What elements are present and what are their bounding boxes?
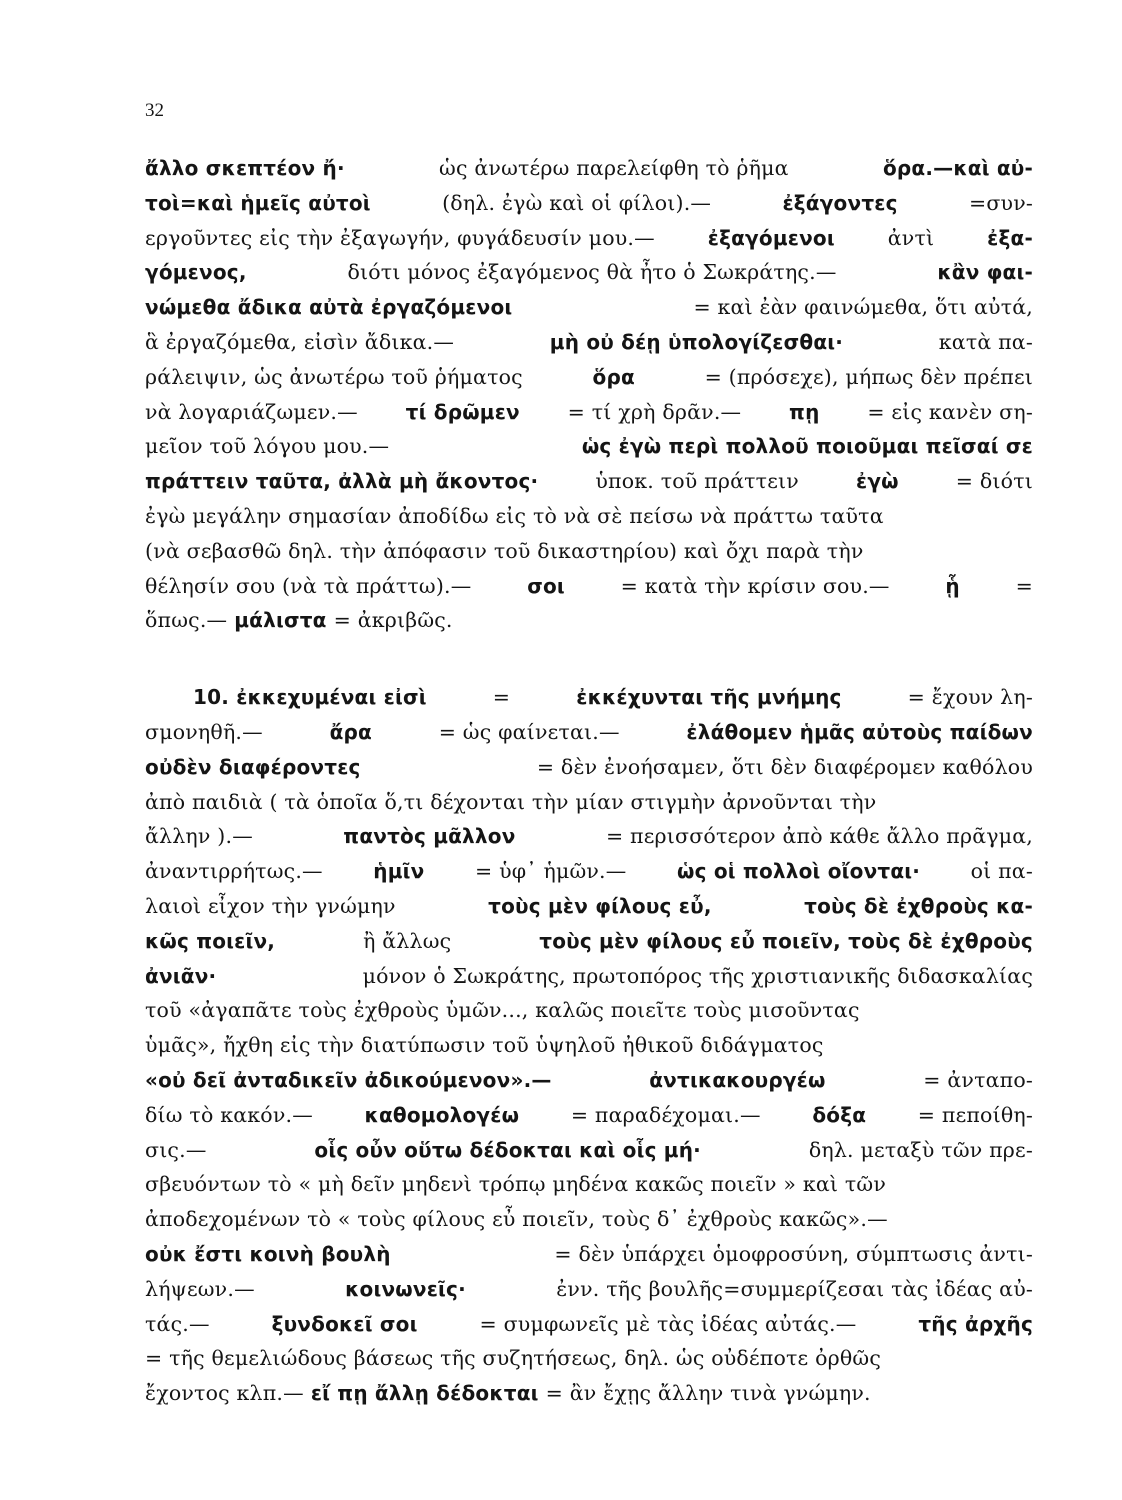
gloss-text: κατὰ πα- [938, 329, 1033, 354]
paragraph-gap [145, 643, 1033, 685]
lemma-term: οἷς οὖν οὕτω δέδοκται καὶ οἷς μή· [314, 1137, 701, 1162]
lemma-term: μάλιστα [234, 608, 327, 633]
lemma-term: ᾗ [945, 573, 960, 598]
gloss-text: οἱ πα- [970, 859, 1033, 884]
lemma-term: ἐξάγοντες [782, 190, 898, 215]
text-line [145, 685, 1033, 720]
lemma-term: ἄρα [329, 719, 372, 744]
text-line [145, 1033, 1033, 1068]
text-line [145, 1138, 1033, 1173]
gloss-text: δηλ. μεταξὺ τῶν πρε- [808, 1137, 1033, 1162]
gloss-text: ἀντὶ [887, 225, 935, 250]
lemma-term: ἄλλο σκεπτέον ἤ· [145, 156, 345, 180]
gloss-text: ἃ ἐργαζόμεθα, εἰσὶν ἄδικα.— [145, 329, 455, 354]
gloss-text: ἀναντιρρήτως.— [145, 859, 323, 884]
lemma-term: ἐξαγόμενοι [707, 225, 835, 250]
commentary-text [145, 156, 1033, 1416]
gloss-text: ἄλλην ).— [145, 824, 253, 849]
text-line [145, 1172, 1033, 1207]
gloss-text: τοῦ «ἀγαπᾶτε τοὺς ἐχθροὺς ὑμῶν..., καλῶς ποιεῖτε τοὺς μισοῦντας [145, 998, 860, 1023]
gloss-text: = τῆς θεμελιώδους βάσεως τῆς συζητήσεως, δηλ. ὡς οὐδέποτε ὀρθῶς [145, 1346, 882, 1371]
gloss-text: = παραδέχομαι.— [570, 1102, 761, 1127]
gloss-text: θέλησίν σου (νὰ τὰ πράττω).— [145, 573, 472, 598]
text-line [145, 1207, 1033, 1242]
gloss-text: σβευόντων τὸ « μὴ δεῖν μηδενὶ τρόπῳ μηδένα κακῶς ποιεῖν » καὶ τῶν [145, 1172, 887, 1197]
text-line [145, 365, 1033, 400]
text-line [145, 330, 1033, 365]
text-line [145, 469, 1033, 504]
text-line [145, 964, 1033, 999]
gloss-text: = κατὰ τὴν κρίσιν σου.— [620, 573, 890, 598]
text-line [145, 226, 1033, 261]
gloss-text: ὡς ἀνωτέρω παρελείφθη τὸ ῥῆμα [439, 156, 789, 180]
gloss-text: λαιοὶ εἶχον τὴν γνώμην [145, 893, 396, 918]
gloss-text: σμονηθῆ.— [145, 719, 263, 744]
gloss-text: ἀποδεχομένων τὸ « τοὺς φίλους εὖ ποιεῖν, τοὺς δ᾽ ἐχθροὺς κακῶς».— [145, 1207, 888, 1232]
gloss-text: = περισσότερον ἀπὸ κάθε ἄλλο πρᾶγμα, [605, 824, 1033, 849]
lemma-term: ξυνδοκεῖ σοι [271, 1311, 418, 1336]
gloss-text: = τί χρὴ δρᾶν.— [567, 399, 742, 424]
gloss-text: ὑμᾶς», ἤχθη εἰς τὴν διατύπωσιν τοῦ ὑψηλοῦ ἠθικοῦ διδάγματος [145, 1033, 824, 1058]
gloss-text: = ἂν ἔχῃς ἄλλην τινὰ γνώμην. [545, 1381, 871, 1406]
text-line [145, 929, 1033, 964]
gloss-text: (δηλ. ἐγὼ καὶ οἱ φίλοι).— [442, 190, 712, 215]
lemma-term: «οὐ δεῖ ἀνταδικεῖν ἀδικούμενον».— [145, 1067, 552, 1092]
lemma-term: οὐκ ἔστι κοινὴ βουλὴ [145, 1241, 391, 1266]
lemma-term: ἀντικακουργέω [649, 1067, 826, 1092]
paragraph [145, 156, 1033, 643]
lemma-term: 10. ἐκκεχυμέναι εἰσὶ [193, 685, 427, 710]
gloss-text: = διότι [955, 469, 1033, 494]
lemma-term: παντὸς μᾶλλον [343, 824, 516, 849]
gloss-text: = πεποίθη- [917, 1102, 1033, 1127]
gloss-text: = ἀκριβῶς. [333, 608, 453, 633]
lemma-term: ἡμῖν [373, 859, 425, 884]
text-line [145, 1103, 1033, 1138]
lemma-term: ἐκκέχυνται τῆς μνήμης [576, 685, 842, 710]
lemma-term: σοι [527, 573, 565, 598]
lemma-term: τῆς ἀρχῆς [918, 1311, 1033, 1336]
gloss-text: σις.— [145, 1137, 207, 1162]
text-line [145, 260, 1033, 295]
gloss-text: μεῖον τοῦ λόγου μου.— [145, 434, 390, 459]
gloss-text: = δὲν ἐνοήσαμεν, ὅτι δὲν διαφέρομεν καθόλου [536, 754, 1033, 779]
text-line [145, 434, 1033, 469]
gloss-text: = (πρόσεχε), μήπως δὲν πρέπει [704, 364, 1033, 389]
gloss-text: δίω τὸ κακόν.— [145, 1102, 313, 1127]
text-line [145, 191, 1033, 226]
lemma-term: κἂν φαι- [937, 260, 1033, 285]
lemma-term: ἐξα- [987, 225, 1033, 250]
gloss-text: τάς.— [145, 1311, 210, 1336]
gloss-text: = ἀνταπο- [923, 1067, 1033, 1092]
text-line [145, 295, 1033, 330]
text-line [145, 156, 1033, 191]
gloss-text: ὑποκ. τοῦ πράττειν [595, 469, 799, 494]
gloss-text: =συν- [968, 190, 1033, 215]
text-line [145, 755, 1033, 790]
gloss-text: = ἔχουν λη- [907, 685, 1033, 710]
lemma-term: μὴ οὐ δέῃ ὑπολογίζεσθαι· [549, 329, 844, 354]
lemma-term: κῶς ποιεῖν, [145, 928, 276, 953]
gloss-text: ἔχοντος κλπ.— [145, 1381, 304, 1406]
gloss-text: = [492, 685, 511, 710]
lemma-term: νώμεθα ἄδικα αὐτὰ ἐργαζόμενοι [145, 295, 513, 320]
lemma-term: δόξα [812, 1102, 867, 1127]
gloss-text: = καὶ ἐὰν φαινώμεθα, ὅτι αὐτά, [693, 295, 1033, 320]
text-line [145, 1277, 1033, 1312]
gloss-text: (νὰ σεβασθῶ δηλ. τὴν ἀπόφασιν τοῦ δικαστηρίου) καὶ ὄχι παρὰ τὴν [145, 538, 864, 563]
lemma-term: γόμενος, [145, 260, 247, 285]
page-number: 32 [145, 100, 164, 121]
text-line [145, 1381, 1033, 1416]
lemma-term: τοὶ=καὶ ἡμεῖς αὐτοὶ [145, 190, 371, 215]
lemma-term: ὡς ἐγὼ περὶ πολλοῦ ποιοῦμαι πεῖσαί σε [581, 434, 1033, 459]
lemma-term: τί δρῶμεν [405, 399, 520, 424]
lemma-term: τοὺς μὲν φίλους εὖ ποιεῖν, τοὺς δὲ ἐχθροὺς [539, 928, 1033, 953]
gloss-text: ἐγὼ μεγάλην σημασίαν ἀποδίδω εἰς τὸ νὰ σὲ πείσω νὰ πράττω ταῦτα [145, 503, 884, 528]
gloss-text: = συμφωνεῖς μὲ τὰς ἰδέας αὐτάς.— [479, 1311, 857, 1336]
text-line [145, 1242, 1033, 1277]
lemma-term: καθομολογέω [364, 1102, 520, 1127]
text-line [145, 720, 1033, 755]
gloss-text: = εἰς κανὲν ση- [867, 399, 1033, 424]
lemma-term: ὅρα [592, 364, 635, 389]
lemma-term: ἐγὼ [856, 469, 899, 494]
text-line [145, 790, 1033, 825]
gloss-text: ἐνν. τῆς βουλῆς=συμμερίζεσαι τὰς ἰδέας αὐ- [556, 1276, 1033, 1301]
gloss-text: = [1015, 573, 1033, 598]
gloss-text: ἢ ἄλλως [363, 928, 452, 953]
lemma-term: ἐλάθομεν ἡμᾶς αὐτοὺς παίδων [686, 719, 1033, 744]
lemma-term: πράττειν ταῦτα, ἀλλὰ μὴ ἄκοντος· [145, 469, 539, 494]
gloss-text: = ὡς φαίνεται.— [438, 719, 620, 744]
gloss-text: ἀπὸ παιδιὰ ( τὰ ὁποῖα ὅ,τι δέχονται τὴν μίαν στιγμὴν ἀρνοῦνται τὴν [145, 789, 877, 814]
lemma-term: ὅρα.—καὶ αὐ- [882, 156, 1033, 180]
lemma-term: τοὺς δὲ ἐχθροὺς κα- [804, 893, 1033, 918]
gloss-text: = ὑφ᾽ ἡμῶν.— [475, 859, 627, 884]
gloss-text: νὰ λογαριάζωμεν.— [145, 399, 358, 424]
lemma-term: ἀνιᾶν· [145, 963, 217, 988]
text-line [145, 1312, 1033, 1347]
lemma-term: ὡς οἱ πολλοὶ οἴονται· [677, 859, 921, 884]
gloss-text: = δὲν ὑπάρχει ὁμοφροσύνη, σύμπτωσις ἀντι- [554, 1241, 1033, 1266]
text-line [145, 1068, 1033, 1103]
text-line [145, 608, 1033, 643]
lemma-term: οὐδὲν διαφέροντες [145, 754, 361, 779]
text-line [145, 998, 1033, 1033]
text-line [145, 574, 1033, 609]
gloss-text: ὅπως.— [145, 608, 228, 633]
gloss-text: εργοῦντες εἰς τὴν ἐξαγωγήν, φυγάδευσίν μου.— [145, 225, 655, 250]
text-line [145, 894, 1033, 929]
text-line [145, 824, 1033, 859]
gloss-text: μόνον ὁ Σωκράτης, πρωτοπόρος τῆς χριστιανικῆς διδασκαλίας [362, 963, 1033, 988]
lemma-term: κοινωνεῖς· [345, 1276, 466, 1301]
text-line [145, 1346, 1033, 1381]
text-line [145, 859, 1033, 894]
gloss-text: διότι μόνος ἐξαγόμενος θὰ ἦτο ὁ Σωκράτης.— [347, 260, 837, 285]
lemma-term: τοὺς μὲν φίλους εὖ, [488, 893, 712, 918]
gloss-text: λήψεων.— [145, 1276, 255, 1301]
lemma-term: εἴ πῃ ἄλλῃ δέδοκται [310, 1381, 539, 1406]
paragraph [145, 685, 1033, 1416]
lemma-term: πῃ [789, 399, 820, 424]
text-line [145, 504, 1033, 539]
text-line [145, 539, 1033, 574]
gloss-text: ράλειψιν, ὡς ἀνωτέρω τοῦ ῥήματος [145, 364, 523, 389]
text-line [145, 400, 1033, 435]
